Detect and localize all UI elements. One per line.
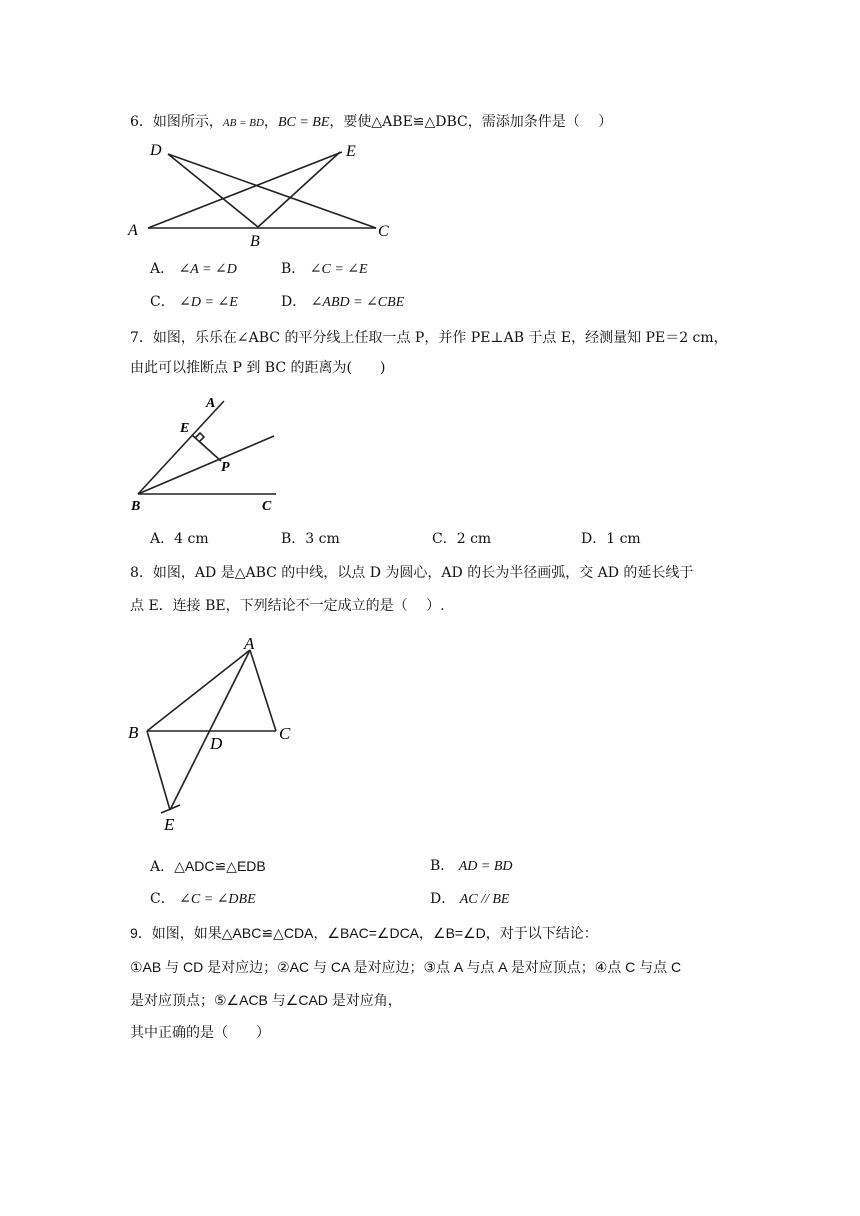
q7-option-c[interactable] <box>432 529 491 549</box>
option-letter: D． <box>281 294 307 310</box>
q6-option-d[interactable] <box>281 292 404 313</box>
q9-stem-line1: 9．如图，如果△ABC≌△CDA，∠BAC=∠DCA，∠B=∠D，对于以下结论： <box>130 925 598 941</box>
option-letter: C． <box>150 891 175 907</box>
q8-label-e: E <box>164 815 175 834</box>
q6-label-a: A <box>128 222 138 239</box>
q8-option-a[interactable] <box>150 856 266 877</box>
q6-option-a[interactable] <box>150 259 237 280</box>
q8-label-c: C <box>279 724 291 743</box>
option-letter: B． <box>281 261 306 277</box>
q6-sep: ， <box>263 114 278 130</box>
q6-text-b: ，要使△ABE≌△DBC，需添加条件是（ ） <box>329 114 613 130</box>
q6-label-b: B <box>250 233 260 250</box>
q6-label-c: C <box>378 223 389 240</box>
q6-cond1: AB = BD <box>222 117 264 129</box>
q6-label-d: D <box>150 142 162 159</box>
q8-label-d: D <box>210 734 223 753</box>
q8-option-c[interactable] <box>150 889 256 910</box>
option-text: △ADC≌△EDB <box>174 858 266 874</box>
option-text: ∠C = ∠DBE <box>179 892 256 907</box>
option-text: 1 cm <box>606 531 641 547</box>
q8-label-a: A <box>244 634 255 653</box>
q7-figure <box>128 390 288 520</box>
q7-label-a: A <box>206 396 216 411</box>
q9-stem-line2: ①AB 与 CD 是对应边；②AC 与 CA 是对应边；③点 A 与点 A 是对应顶点；④点 C 与点 C <box>130 959 682 975</box>
option-text: AD = BD <box>458 859 513 874</box>
option-letter: B． <box>281 531 306 547</box>
option-text: AC // BE <box>459 892 510 907</box>
q6-figure <box>128 138 408 248</box>
q7-label-b: B <box>131 499 141 514</box>
q7-label-e: E <box>180 421 190 436</box>
q6-option-c[interactable] <box>150 292 238 313</box>
q7-label-c: C <box>262 499 272 514</box>
q7-stem-line1: 7．如图，乐乐在∠ABC 的平分线上任取一点 P，并作 PE⊥AB 于点 E，经测量知 PE＝2 cm， <box>130 330 728 346</box>
q6-label-e: E <box>346 143 356 160</box>
q7-option-a[interactable] <box>150 529 209 549</box>
option-letter: D． <box>430 891 456 907</box>
q8-option-b[interactable] <box>430 856 513 877</box>
option-letter: C． <box>432 531 457 547</box>
option-letter: A． <box>150 261 175 277</box>
q9-stem-line3: 是对应顶点；⑤∠ACB 与∠CAD 是对应角， <box>130 992 402 1008</box>
q8-stem-line1: 8．如图，AD 是△ABC 的中线，以点 D 为圆心，AD 的长为半径画弧，交 AD 的延长线于 <box>130 565 694 581</box>
q8-figure <box>128 632 308 837</box>
q7-option-d[interactable] <box>581 529 641 549</box>
q7-option-b[interactable] <box>281 529 340 549</box>
option-text: ∠D = ∠E <box>179 295 238 310</box>
q6-option-b[interactable] <box>281 259 368 280</box>
q9-stem-line4: 其中正确的是（ ） <box>130 1025 270 1041</box>
option-text: 4 cm <box>174 531 209 547</box>
option-text: ∠A = ∠D <box>178 262 237 277</box>
q6-number: 6． <box>130 114 153 130</box>
q7-stem-line2: 由此可以推断点 P 到 BC 的距离为( ) <box>130 360 386 376</box>
q8-stem-line2: 点 E．连接 BE，下列结论不一定成立的是（ ）. <box>130 598 445 614</box>
q8-option-d[interactable] <box>430 889 509 910</box>
option-letter: B． <box>430 858 455 874</box>
q7-label-p: P <box>221 460 230 475</box>
q6-cond2: BC = BE <box>277 115 330 130</box>
option-letter: A． <box>150 859 175 875</box>
q6-stem <box>130 112 612 133</box>
option-text: 2 cm <box>456 531 492 547</box>
option-letter: C． <box>150 294 175 310</box>
q6-text-a: 如图所示， <box>152 114 223 130</box>
option-letter: A． <box>150 531 175 547</box>
option-letter: D． <box>581 531 607 547</box>
option-text: 3 cm <box>305 531 340 547</box>
q8-label-b: B <box>128 723 139 742</box>
option-text: ∠C = ∠E <box>309 262 368 277</box>
option-text: ∠ABD = ∠CBE <box>310 295 405 310</box>
